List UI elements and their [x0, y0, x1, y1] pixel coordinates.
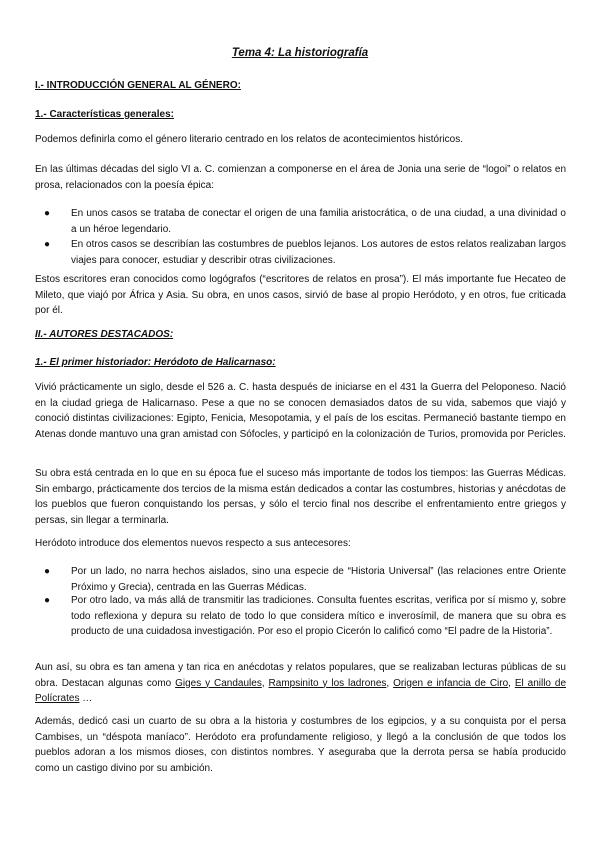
- paragraph-lecturas: Aun así, su obra es tan amena y tan rica en anécdotas y relatos populares, que se realizaban lecturas públicas de su obra. Destacan algunas como Giges y Candaules, Rampsinito y los ladrones, Origen e infancia de Ciro, El anillo de Polícrates …: [35, 662, 567, 704]
- paragraph-logografos: Estos escritores eran conocidos como logógrafos (“escritores de relatos en prosa”). El más importante fue Hecateo de Mileto, que viajó por África y Asia. Su obra, en unos casos, sirvió de base al propio Heródoto, y en otros, fue criticada por él.: [35, 274, 566, 316]
- list-item: Por un lado, no narra hechos aislados, sino una especie de “Historia Universal” (las relaciones entre Oriente Próximo y Grecia), centrada en las Guerras Médicas.: [71, 566, 566, 593]
- document-title: Tema 4: La historiografía: [231, 47, 369, 59]
- bullet-1: ●: [44, 208, 51, 219]
- paragraph-biografia: Vivió prácticamente un siglo, desde el 526 a. C. hasta después de iniciarse en el 431 la Guerra del Peloponeso. Nació en la ciudad griega de Halicarnaso. Pese a que no se conocen demasiados datos de su vida, sabemos que viajó y conoció distintas civilizaciones: Egipto, Fenicia, Mesopotamia, y el país de los escitas. Permaneció bastante tiempo en Atenas donde mantuvo una gran amistad con Sófocles, y participó en la colonización de Turios, promovida por Pericles.: [35, 382, 566, 440]
- story-link-policrates[interactable]: El anillo de Polícrates: [35, 677, 567, 704]
- paragraph-egipcios: Además, dedicó casi un cuarto de su obra a la historia y costumbres de los egipcios, y a su conquista por el persa Cambises, un “déspota maníaco”. Heródoto era profundamente religioso, y llegó a la conclusión de que todos los pueblos adoran a los mismos dioses, con distintos nombres. Y aseguraba que la derrota persa se había producido como un castigo divino por su ambición.: [35, 716, 566, 774]
- paragraph-logoi: En las últimas décadas del siglo VI a. C. comienzan a componerse en el área de Jonia una serie de “logoi” o relatos en prosa, relacionados con la poesía épica:: [35, 164, 566, 191]
- section-1-heading: I.- INTRODUCCIÓN GENERAL AL GÉNERO:: [35, 80, 241, 91]
- story-link-rampsinito[interactable]: Rampsinito y los ladrones: [268, 677, 387, 689]
- list-item: En otros casos se describían las costumbres de pueblos lejanos. Los autores de estos relatos realizaban largos viajes para conocer, estudiar y describir otras civilizaciones.: [71, 239, 566, 266]
- list-item: Por otro lado, va más allá de transmitir las tradiciones. Consulta fuentes escritas, verifica por sí mismo y, sobre todo reflexiona y depura su relato de todo lo que considera mítico e inverosímil, de manera que su obra es producto de una cuidadosa investigación. Por eso el propio Cicerón lo calificó como “El padre de la Historia”.: [71, 595, 566, 637]
- section-2-subheading: 1.- El primer historiador: Heródoto de Halicarnaso:: [35, 357, 276, 368]
- section-2-heading: II.- AUTORES DESTACADOS:: [35, 329, 174, 340]
- paragraph-lecturas-text: Aun así, su obra es tan amena y tan rica en anécdotas y relatos populares, que se realizaban lecturas públicas de su obra. Destacan algunas como: [35, 662, 566, 689]
- paragraph-obra: Su obra está centrada en lo que en su época fue el suceso más importante de todos los tiempos: las Guerras Médicas. Sin embargo, prácticamente dos tercios de la misma están dedicados a contar las costumbres, historias y anécdotas de los pueblos que fueron conquistando los persas, y sólo el tercio final nos describe el enfrentamiento entre griegos y persas, sin llegar a terminarla.: [35, 468, 566, 526]
- paragraph-definition: Podemos definirla como el género literario centrado en los relatos de acontecimientos históricos.: [35, 134, 464, 145]
- story-link-ciro[interactable]: Origen e infancia de Ciro: [393, 677, 509, 689]
- list-item: En unos casos se trataba de conectar el origen de una familia aristocrática, o de una ciudad, a una divinidad o a un héroe legendario.: [71, 208, 566, 235]
- bullet-3: ●: [44, 566, 51, 577]
- bullet-2: ●: [44, 239, 51, 250]
- paragraph-elementos: Heródoto introduce dos elementos nuevos respecto a sus antecesores:: [35, 538, 351, 549]
- story-link-giges[interactable]: Giges y Candaules: [175, 677, 262, 689]
- bullet-4: ●: [44, 595, 51, 606]
- section-1-subheading: 1.- Características generales:: [35, 109, 174, 120]
